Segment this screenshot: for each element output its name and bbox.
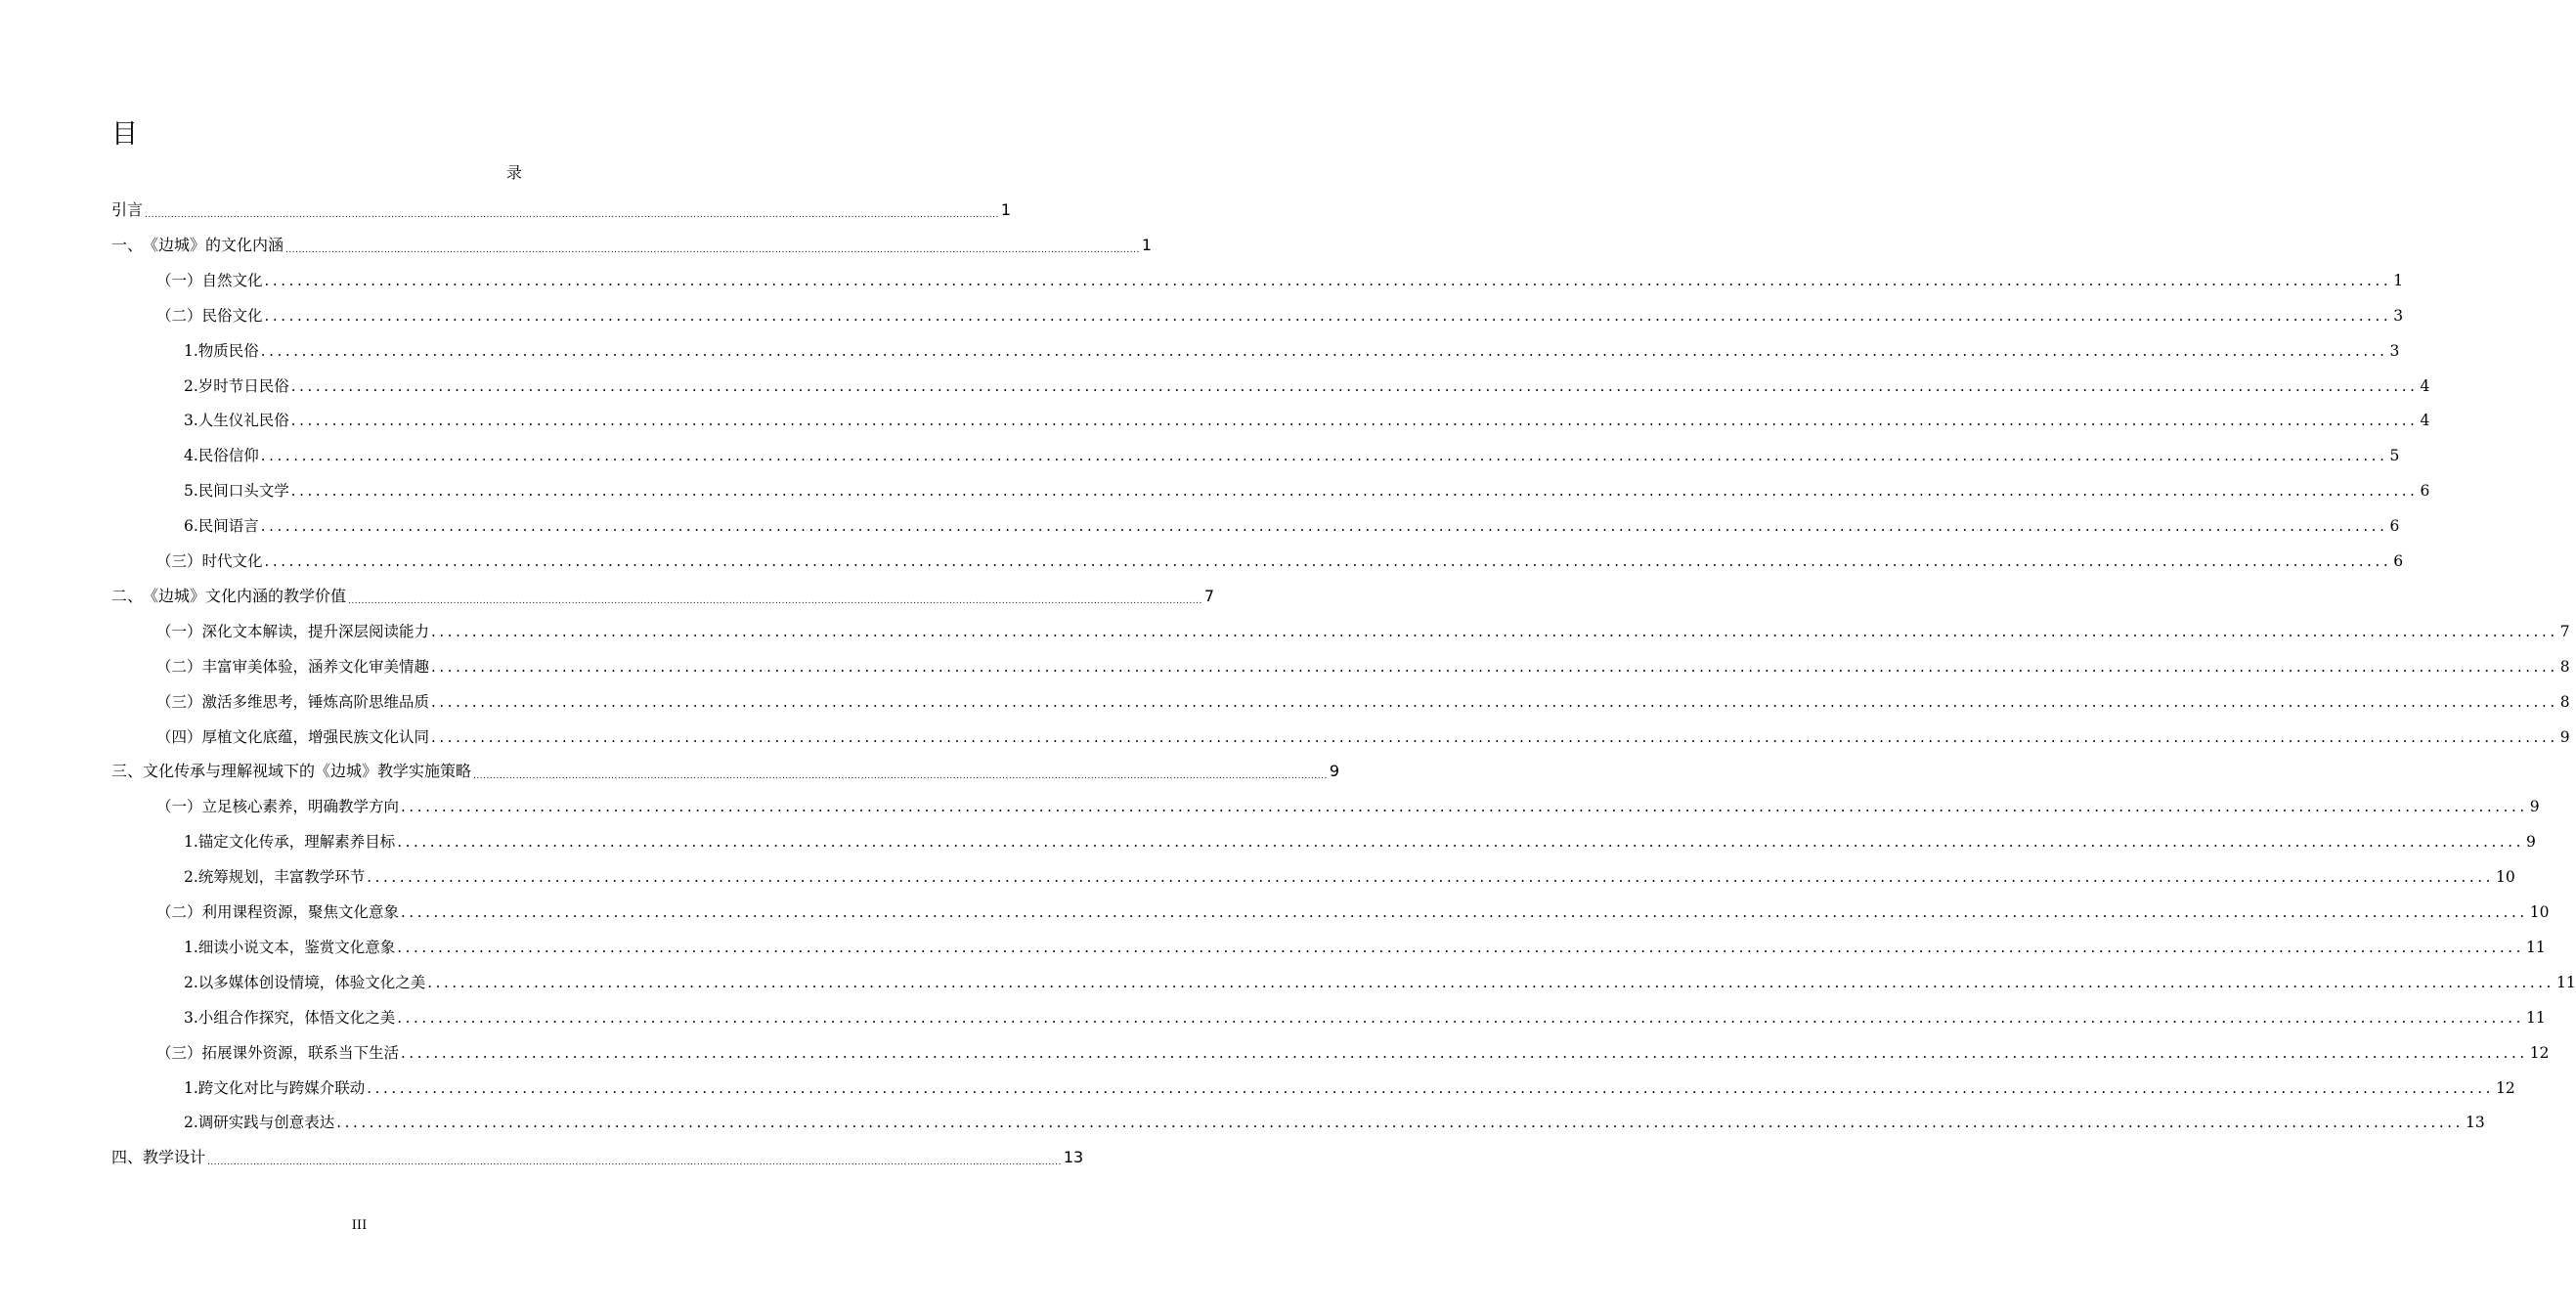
toc-entry-page: 1	[2393, 271, 2404, 289]
dot-leader: ....................................................................................................................................................................................................................................................................	[431, 692, 2558, 711]
toc-entry-page: 7	[1203, 586, 1215, 605]
dot-leader: ....................................................................................................................................................................................................................................................................	[264, 306, 2392, 325]
toc-entry-title: 2.岁时节日民俗	[184, 376, 289, 395]
dot-leader: ....................................................................................................................................................................................................................................................................	[145, 210, 999, 220]
toc-entry-title: 3.小组合作探究，体悟文化之美	[184, 1008, 396, 1027]
dot-leader: ....................................................................................................................................................................................................................................................................	[290, 412, 2419, 430]
toc-entry[interactable]	[111, 580, 1215, 609]
toc-entry[interactable]	[184, 1072, 2515, 1101]
toc-entry-page: 3	[2393, 306, 2404, 325]
toc-entry-title: （一）自然文化	[156, 271, 263, 289]
toc-heading-part2: 录	[505, 163, 522, 182]
toc-entry-page: 10	[2529, 903, 2550, 921]
toc-entry-title: 引言	[111, 200, 144, 219]
toc-entry-title: （一）立足核心素养，明确教学方向	[156, 798, 400, 816]
toc-entry-title: 教学设计	[143, 1148, 206, 1167]
toc-entry[interactable]	[156, 264, 2404, 293]
toc-entry[interactable]	[184, 966, 2576, 995]
toc-entry[interactable]	[111, 229, 1153, 258]
toc-entry-title: 《边城》文化内涵的教学价值	[143, 586, 347, 605]
toc-entry-title: 5.民间口头文学	[184, 482, 289, 501]
toc-entry-page: 12	[2529, 1043, 2550, 1062]
toc-entry-page: 11	[2556, 973, 2576, 991]
toc-entry-page: 13	[2466, 1114, 2485, 1132]
toc-entry[interactable]	[184, 370, 2430, 399]
toc-entry-page: 4	[2420, 412, 2430, 430]
toc-entry-title: 2.统筹规划，丰富教学环节	[184, 868, 366, 887]
dot-leader: ....................................................................................................................................................................................................................................................................	[367, 1078, 2494, 1097]
toc-entry[interactable]	[184, 509, 2400, 539]
dot-leader: ....................................................................................................................................................................................................................................................................	[348, 595, 1202, 606]
dot-leader: ....................................................................................................................................................................................................................................................................	[264, 552, 2392, 570]
toc-entry-page: 11	[2526, 938, 2546, 956]
toc-entry-page: 13	[1063, 1148, 1084, 1167]
toc-entry[interactable]	[156, 790, 2540, 819]
dot-leader: ....................................................................................................................................................................................................................................................................	[427, 973, 2554, 991]
dot-leader: ....................................................................................................................................................................................................................................................................	[260, 341, 2388, 360]
toc-entry[interactable]	[184, 931, 2546, 960]
dot-leader: ....................................................................................................................................................................................................................................................................	[397, 833, 2524, 852]
toc-entry-title: （一）深化文本解读，提升深层阅读能力	[156, 622, 430, 640]
dot-leader: ....................................................................................................................................................................................................................................................................	[473, 771, 1328, 782]
toc-entry-page: 6	[2389, 517, 2400, 536]
toc-entry[interactable]	[184, 404, 2430, 433]
toc-entry-title: （三）拓展课外资源，联系当下生活	[156, 1043, 400, 1062]
toc-entry[interactable]	[184, 860, 2515, 890]
toc-entry-number: 二、	[111, 586, 144, 605]
toc-entry[interactable]	[184, 825, 2536, 854]
toc-entry-page: 10	[2496, 868, 2515, 887]
toc-entry-page: 9	[2526, 833, 2536, 852]
toc-entry-title: 文化传承与理解视域下的《边城》教学实施策略	[143, 762, 472, 781]
toc-entry-page: 12	[2496, 1078, 2515, 1097]
dot-leader: ....................................................................................................................................................................................................................................................................	[290, 376, 2419, 395]
toc-entry-title: 4.民俗信仰	[184, 447, 259, 465]
dot-leader: ....................................................................................................................................................................................................................................................................	[397, 1008, 2524, 1027]
dot-leader: ....................................................................................................................................................................................................................................................................	[285, 244, 1140, 255]
toc-entry-number: 四、	[111, 1148, 144, 1167]
toc-entry-number: 三、	[111, 762, 144, 781]
toc-entry-title: 2.以多媒体创设情境，体验文化之美	[184, 973, 426, 991]
toc-entry-title: （四）厚植文化底蕴，增强民族文化认同	[156, 727, 430, 746]
dot-leader: ....................................................................................................................................................................................................................................................................	[336, 1114, 2464, 1132]
toc-entry-title: 1.细读小说文本，鉴赏文化意象	[184, 938, 396, 956]
toc-entry-title: 3.人生仪礼民俗	[184, 412, 289, 430]
dot-leader: ....................................................................................................................................................................................................................................................................	[401, 798, 2528, 816]
toc-entry[interactable]	[111, 194, 1012, 223]
dot-leader: ....................................................................................................................................................................................................................................................................	[431, 727, 2558, 746]
dot-leader: ....................................................................................................................................................................................................................................................................	[431, 657, 2558, 676]
toc-entry[interactable]	[184, 439, 2400, 468]
toc-entry-title: 1.锚定文化传承，理解素养目标	[184, 833, 396, 852]
toc-entry[interactable]	[156, 299, 2404, 328]
toc-entry-number: 一、	[111, 235, 144, 254]
toc-entry-page: 6	[2420, 482, 2430, 501]
toc-entry[interactable]	[156, 615, 2570, 644]
toc-entry-page: 9	[2529, 798, 2540, 816]
page-number: III	[351, 1218, 368, 1233]
toc-entry[interactable]	[111, 755, 1340, 784]
toc-entry[interactable]	[156, 896, 2550, 925]
dot-leader: ....................................................................................................................................................................................................................................................................	[431, 622, 2558, 640]
toc-entry[interactable]	[184, 1001, 2546, 1030]
toc-entry-page: 5	[2389, 447, 2400, 465]
dot-leader: ....................................................................................................................................................................................................................................................................	[401, 1043, 2528, 1062]
dot-leader: ....................................................................................................................................................................................................................................................................	[260, 517, 2388, 536]
toc-entry-title: 6.民间语言	[184, 517, 259, 536]
toc-entry-page: 9	[1329, 762, 1340, 781]
toc-entry-title: 1.跨文化对比与跨媒介联动	[184, 1078, 366, 1097]
toc-entry-title: （三）激活多维思考，锤炼高阶思维品质	[156, 692, 430, 711]
toc-entry[interactable]	[156, 685, 2570, 715]
toc-entry-title: 《边城》的文化内涵	[143, 235, 284, 254]
toc-entry-title: （二）民俗文化	[156, 306, 263, 325]
toc-entry[interactable]	[184, 1106, 2485, 1135]
toc-entry-page: 4	[2420, 376, 2430, 395]
toc-entry-title: 2.调研实践与创意表达	[184, 1114, 335, 1132]
dot-leader: ....................................................................................................................................................................................................................................................................	[207, 1158, 1062, 1168]
toc-entry[interactable]	[111, 1141, 1084, 1170]
toc-entry[interactable]	[156, 545, 2404, 574]
dot-leader: ....................................................................................................................................................................................................................................................................	[401, 903, 2528, 921]
toc-entry[interactable]	[184, 334, 2400, 364]
toc-heading-part1: 目	[111, 119, 138, 150]
dot-leader: ....................................................................................................................................................................................................................................................................	[260, 447, 2388, 465]
toc-entry-title: （二）丰富审美体验，涵养文化审美情趣	[156, 657, 430, 676]
toc-entry-page: 1	[1141, 235, 1153, 254]
dot-leader: ....................................................................................................................................................................................................................................................................	[264, 271, 2392, 289]
dot-leader: ....................................................................................................................................................................................................................................................................	[367, 868, 2494, 887]
toc-entry-page: 3	[2389, 341, 2400, 360]
toc-entry-page: 8	[2559, 657, 2570, 676]
dot-leader: ....................................................................................................................................................................................................................................................................	[397, 938, 2524, 956]
toc-entry-page: 7	[2559, 622, 2570, 640]
toc-entry-title: （二）利用课程资源，聚焦文化意象	[156, 903, 400, 921]
toc-entry-page: 6	[2393, 552, 2404, 570]
toc-entry[interactable]	[156, 1036, 2550, 1066]
toc-entry-page: 8	[2559, 692, 2570, 711]
toc-entry-title: （三）时代文化	[156, 552, 263, 570]
toc-entry-page: 11	[2526, 1008, 2546, 1027]
toc-entry[interactable]	[184, 474, 2430, 504]
dot-leader: ....................................................................................................................................................................................................................................................................	[290, 482, 2419, 501]
toc-entry-title: 1.物质民俗	[184, 341, 259, 360]
toc-entry[interactable]	[156, 650, 2570, 679]
toc-entry-page: 9	[2559, 727, 2570, 746]
toc-entry[interactable]	[156, 721, 2570, 750]
toc-entry-page: 1	[1000, 200, 1012, 219]
